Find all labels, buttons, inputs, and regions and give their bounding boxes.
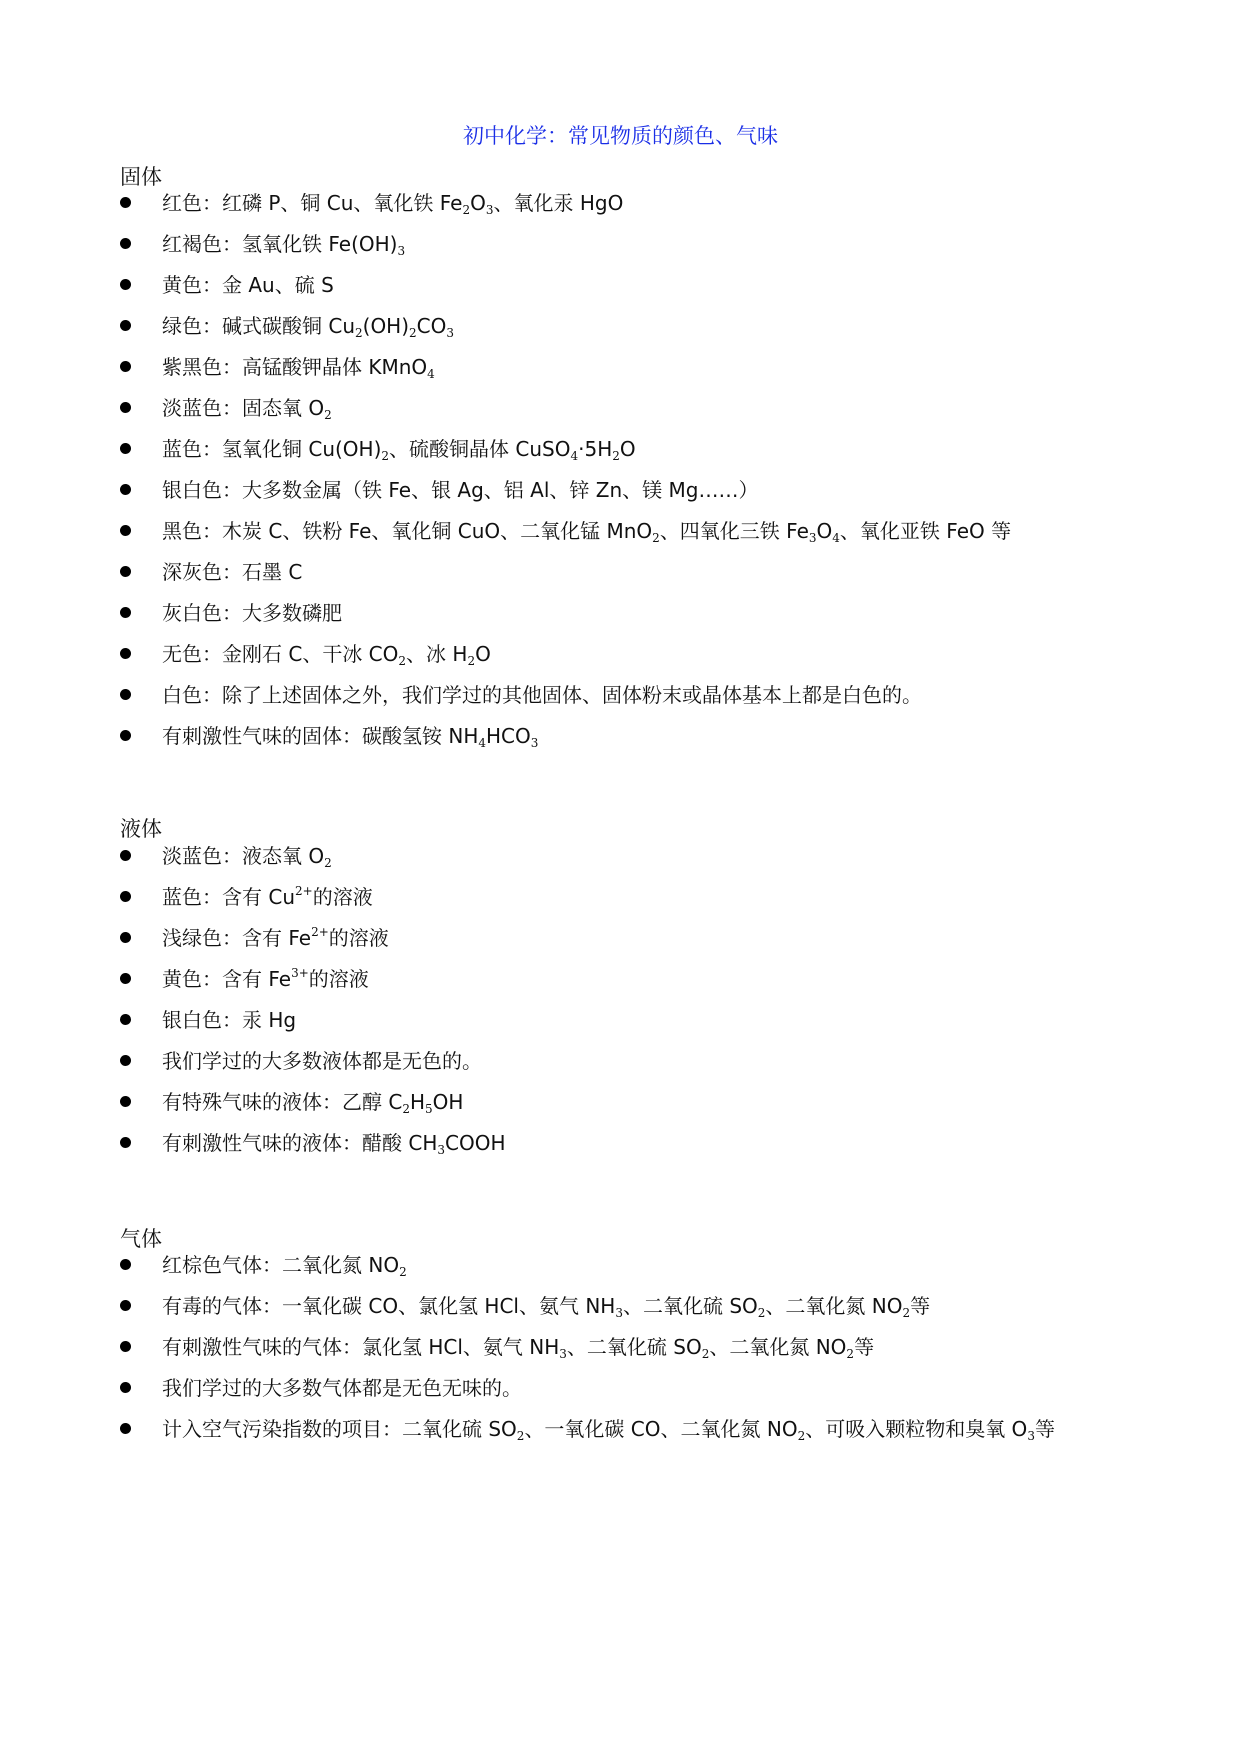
subscript: 2 [797,1429,806,1443]
text-run: CO [416,314,447,338]
list-item-text [162,841,332,871]
bullet-icon [120,197,131,208]
superscript: 2+ [311,925,329,939]
list-item-text [162,1087,463,1117]
subscript: 2 [516,1429,525,1443]
subscript: 3 [397,244,406,258]
subscript: 4 [478,736,486,750]
bullet-icon [120,1259,131,1270]
bullet-icon [120,443,131,454]
text-run: 、二氧化氮 NO [709,1335,847,1359]
text-run: O [475,642,491,666]
section-heading: 液体 [120,817,162,841]
subscript: 3 [559,1347,567,1361]
subscript: 2 [701,1347,710,1361]
list-item-text [162,311,454,341]
text-run: HCO [486,724,531,748]
list-item-text [162,680,922,710]
section-heading: 气体 [120,1227,162,1251]
text-run: O [619,437,636,461]
bullet-icon [120,932,131,943]
subscript: 2 [612,449,620,463]
subscript: 2 [324,408,332,422]
section-heading: 固体 [120,165,162,189]
text-run: COOH [445,1131,506,1155]
text-run: 、硫酸铜晶体 CuSO [389,437,571,461]
text-run: O [470,191,486,215]
text-run: 的溶液 [312,885,373,909]
subscript: 4 [427,367,435,381]
bullet-icon [120,1423,131,1434]
text-run: 有刺激性气味的固体：碳酸氢铵 NH [162,724,479,748]
bullet-icon [120,648,131,659]
subscript: 4 [570,449,579,463]
text-run: 红棕色气体：二氧化氮 NO [162,1253,400,1277]
text-run: 有特殊气味的液体：乙醇 C [162,1090,403,1114]
text-run: 浅绿色：含有 Fe [162,926,312,950]
bullet-icon [120,1382,131,1393]
subscript: 2 [355,326,363,340]
bullet-icon [120,1014,131,1025]
text-run: 、氧化汞 HgO [493,191,624,215]
bullet-icon [120,525,131,536]
bullet-icon [120,279,131,290]
bullet-icon [120,320,131,331]
subscript: 3 [446,326,455,340]
list-item-text [162,270,334,300]
text-run: H [409,1090,426,1114]
subscript: 2 [462,203,471,217]
list-item-text [162,923,389,953]
list-item-text [162,721,538,751]
bullet-icon [120,1096,131,1107]
subscript: 2 [324,856,332,870]
subscript: 3 [1027,1429,1035,1443]
text-run: 银白色：汞 Hg [162,1008,297,1032]
text-run: (OH) [362,314,410,338]
text-run: 白色：除了上述固体之外，我们学过的其他固体、固体粉末或晶体基本上都是白色的。 [162,683,922,707]
text-run: 、四氧化三铁 Fe [659,519,809,543]
subscript: 4 [832,531,840,545]
text-run: 等 [910,1294,931,1318]
subscript: 5 [425,1102,433,1116]
bullet-icon [120,973,131,984]
text-run: 、二氧化氮 NO [765,1294,903,1318]
subscript: 3 [530,736,539,750]
text-run: 、一氧化碳 CO、二氧化氮 NO [524,1417,798,1441]
text-run: 蓝色：氢氧化铜 Cu(OH) [162,437,382,461]
text-run: 黄色：金 Au、硫 S [162,273,334,297]
text-run: 、二氧化硫 SO [622,1294,758,1318]
subscript: 2 [399,1265,407,1279]
text-run: 深灰色：石墨 C [162,560,303,584]
text-run: 、可吸入颗粒物和臭氧 O [805,1417,1028,1441]
subscript: 2 [757,1306,766,1320]
list-item-text [162,352,435,382]
text-run: 无色：金刚石 C、干冰 CO [162,642,399,666]
superscript: 3+ [291,966,309,980]
text-run: 我们学过的大多数气体都是无色无味的。 [162,1376,522,1400]
list-item-text [162,188,623,218]
list-item-text [162,1005,296,1035]
bullet-icon [120,1055,131,1066]
text-run: 、冰 H [406,642,468,666]
list-item-text [162,882,373,912]
text-run: 的溶液 [308,967,369,991]
list-item-text [162,639,491,669]
bullet-icon [120,402,131,413]
text-run: 等 [854,1335,875,1359]
bullet-icon [120,730,131,741]
list-item-text [162,1291,930,1321]
text-run: 淡蓝色：液态氧 O [162,844,325,868]
text-run: 灰白色：大多数磷肥 [162,601,342,625]
list-item-text [162,1373,522,1403]
list-item-text [162,1414,1055,1444]
bullet-icon [120,1341,131,1352]
page-title: 初中化学：常见物质的颜色、气味 [463,124,778,148]
list-item-text [162,434,636,464]
text-run: 绿色：碱式碳酸铜 Cu [162,314,355,338]
list-item-text [162,1250,407,1280]
list-item-text [162,1332,874,1362]
bullet-icon [120,361,131,372]
list-item-text [162,516,1011,546]
text-run: 红褐色：氢氧化铁 Fe(OH) [162,232,398,256]
subscript: 3 [485,203,494,217]
subscript: 2 [398,654,407,668]
bullet-icon [120,566,131,577]
list-item-text [162,557,302,587]
list-item-text [162,393,332,423]
subscript: 2 [902,1306,911,1320]
bullet-icon [120,689,131,700]
subscript: 2 [846,1347,855,1361]
text-run: 银白色：大多数金属（铁 Fe、银 Ag、铝 Al、锌 Zn、镁 Mg……） [162,478,759,502]
subscript: 2 [652,531,660,545]
text-run: 紫黑色：高锰酸钾晶体 KMnO [162,355,428,379]
bullet-icon [120,1137,131,1148]
bullet-icon [120,850,131,861]
subscript: 2 [467,654,476,668]
list-item-text [162,229,405,259]
text-run: 有刺激性气味的液体：醋酸 CH [162,1131,438,1155]
text-run: O [816,519,833,543]
subscript: 3 [808,531,817,545]
text-run: 红色：红磷 P、铜 Cu、氧化铁 Fe [162,191,463,215]
text-run: OH [432,1090,464,1114]
text-run: 等 [1034,1417,1055,1441]
text-run: 淡蓝色：固态氧 O [162,396,325,420]
bullet-icon [120,238,131,249]
superscript: 2+ [295,884,313,898]
text-run: 黄色：含有 Fe [162,967,292,991]
bullet-icon [120,484,131,495]
bullet-icon [120,607,131,618]
subscript: 2 [409,326,417,340]
text-run: 黑色：木炭 C、铁粉 Fe、氧化铜 CuO、二氧化锰 MnO [162,519,653,543]
text-run: 我们学过的大多数液体都是无色的。 [162,1049,482,1073]
list-item-text [162,1128,506,1158]
bullet-icon [120,1300,131,1311]
text-run: 、二氧化硫 SO [566,1335,702,1359]
text-run: 、氧化亚铁 FeO 等 [839,519,1012,543]
list-item-text [162,598,342,628]
subscript: 2 [402,1102,410,1116]
subscript: 3 [615,1306,623,1320]
bullet-icon [120,891,131,902]
list-item-text [162,964,369,994]
text-run: 有毒的气体：一氧化碳 CO、氯化氢 HCl、氨气 NH [162,1294,616,1318]
subscript: 2 [381,449,390,463]
list-item-text [162,475,758,505]
text-run: 有刺激性气味的气体：氯化氢 HCl、氨气 NH [162,1335,560,1359]
text-run: 蓝色：含有 Cu [162,885,295,909]
subscript: 3 [437,1143,446,1157]
text-run: 的溶液 [328,926,389,950]
text-run: 计入空气污染指数的项目：二氧化硫 SO [162,1417,517,1441]
text-run: ·5H [578,437,613,461]
list-item-text [162,1046,482,1076]
